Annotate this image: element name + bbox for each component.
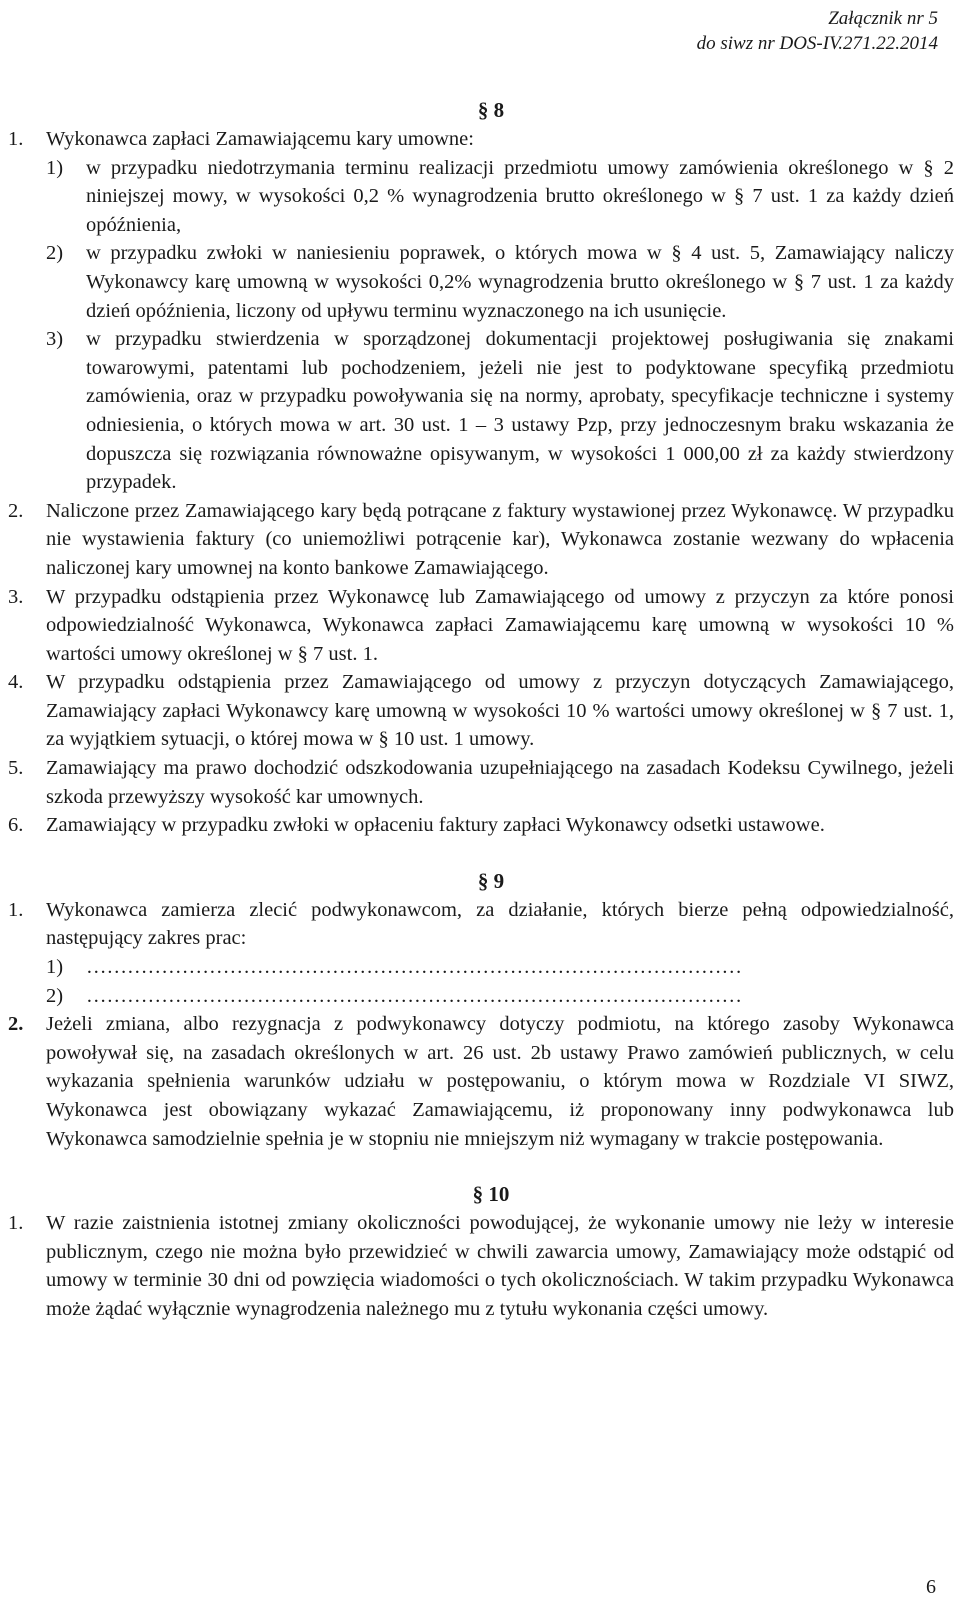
attachment-header (697, 6, 938, 56)
section-8-title: § 8 (477, 98, 505, 122)
paragraph-number: 1. (8, 1212, 24, 1235)
item-text: w przypadku niedotrzymania terminu realizacji przedmiotu umowy zamówienia określonego w § 2 niniejszej mowy, w wysokości 0,2 % wynagrodzenia brutto określonego w § 7 ust. 1 za każdy dzień opóźnienia, (86, 156, 954, 236)
item-number: 3) (46, 328, 64, 351)
paragraph-number: 2. (8, 499, 24, 522)
page-number: 6 (926, 1576, 936, 1598)
paragraph-number: 1. (8, 898, 24, 921)
s8-p1-item-2 (8, 239, 954, 325)
paragraph-text: Zamawiający ma prawo dochodzić odszkodowania uzupełniającego na zasadach Kodeksu Cywilnego, jeżeli szkoda przewyższy wysokość kar umownych. (46, 757, 954, 808)
s8-paragraph-4 (8, 668, 954, 754)
s8-paragraph-6 (8, 811, 954, 840)
attachment-number: Załącznik nr 5 (828, 8, 938, 29)
s8-paragraph-1 (8, 125, 954, 154)
paragraph-text: Wykonawca zamierza zlecić podwykonawcom, za działanie, których bierze pełną odpowiedzialność, następujący zakres prac: (46, 898, 954, 950)
paragraph-text: W przypadku odstąpienia przez Zamawiającego od umowy z przyczyn dotyczących Zamawiającego, Zamawiający zapłaci Wykonawcy karę umowną w wysokości 10 % wartości umowy określonej w § 7 ust. 1, za wyjątkiem sytuacji, o której mowa w § 10 ust. 1 umowy. (46, 671, 954, 751)
paragraph-text: Zamawiający w przypadku zwłoki w opłaceniu faktury zapłaci Wykonawcy odsetki ustawowe. (46, 814, 825, 837)
paragraph-number: 5. (8, 757, 24, 780)
s8-p1-item-1 (8, 154, 954, 240)
paragraph-text: Naliczone przez Zamawiającego kary będą potrącane z faktury wystawionej przez Wykonawcę. W przypadku nie wystawienia faktury (co uniemożliwi potrącenie kar), Wykonawca zostanie wezwany do wpłacenia naliczonej kary umownej na konto bankowe Zamawiającego. (46, 499, 954, 579)
paragraph-number: 4. (8, 671, 24, 694)
paragraph-number: 2. (8, 1013, 24, 1036)
s8-p1-item-3 (8, 325, 954, 497)
dotted-fill-line: …………………………………………………………………………………… (86, 956, 742, 979)
section-9-title: § 9 (477, 868, 505, 893)
dotted-fill-line: …………………………………………………………………………………… (86, 984, 742, 1007)
tender-reference: do siwz nr DOS-IV.271.22.2014 (696, 33, 938, 54)
document-body (8, 95, 954, 1324)
paragraph-number: 3. (8, 585, 24, 608)
section-10-title: § 10 (472, 1182, 510, 1207)
paragraph-number: 1. (8, 128, 24, 150)
s9-p1-blank-2 (8, 982, 954, 1011)
item-number: 1) (46, 156, 64, 179)
item-number: 2) (46, 984, 64, 1007)
s8-paragraph-2 (8, 497, 954, 583)
paragraph-text: Wykonawca zapłaci Zamawiającemu kary umowne: (46, 128, 474, 150)
s8-paragraph-5 (8, 754, 954, 811)
item-text: w przypadku zwłoki w naniesieniu poprawek, o których mowa w § 4 ust. 5, Zamawiający naliczy Wykonawcy karę umowną w wysokości 0,2% wynagrodzenia brutto określonego w § 7 ust. 1 za każdy dzień opóźnienia, liczony od upływu terminu wyznaczonego na ich usunięcie. (86, 242, 954, 322)
s9-paragraph-2 (8, 1010, 954, 1153)
item-text: w przypadku stwierdzenia w sporządzonej dokumentacji projektowej posługiwania się znakami towarowymi, patentami lub pochodzeniem, jeżeli nie jest to podyktowane specyfiką przedmiotu zamówienia, oraz w przypadku powoływania się na normy, aprobaty, specyfikacje techniczne i systemy odniesienia, o których mowa w art. 30 ust. 1 – 3 ustawy Pzp, przy jednoczesnym braku wskazania że dopuszcza się rozwiązania równoważne opisywanym, w wysokości 1 000,00 zł za każdy stwierdzony przypadek. (86, 328, 954, 494)
paragraph-text: Jeżeli zmiana, albo rezygnacja z podwykonawcy dotyczy podmiotu, na którego zasoby Wykonawca powoływał się, na zasadach określonych w art. 26 ust. 2b ustawy Prawo zamówień publicznych, w celu wykazania spełnienia warunków udziału w postępowaniu, o którym mowa w Rozdziale VI SIWZ, Wykonawca jest obowiązany wykazać Zamawiającemu, iż proponowany inny podwykonawca lub Wykonawca samodzielnie spełnia je w stopniu nie mniejszym niż wymagany w trakcie postępowania. (46, 1013, 954, 1150)
item-number: 1) (46, 956, 64, 979)
paragraph-number: 6. (8, 814, 24, 837)
paragraph-text: W przypadku odstąpienia przez Wykonawcę lub Zamawiającego od umowy z przyczyn za które ponosi odpowiedzialność Wykonawca, Wykonawca zapłaci Zamawiającemu karę umowną w wysokości 10 % wartości umowy określonej w § 7 ust. 1. (46, 585, 954, 665)
paragraph-text: W razie zaistnienia istotnej zmiany okoliczności powodującej, że wykonanie umowy nie leży w interesie publicznym, czego nie można było przewidzieć w chwili zawarcia umowy, Zamawiający może odstąpić od umowy w terminie 30 dni od powzięcia wiadomości o tych okolicznościach. W takim przypadku Wykonawca może żądać wyłącznie wynagrodzenia należnego mu z tytułu wykonania części umowy. (46, 1212, 954, 1320)
item-number: 2) (46, 242, 64, 265)
s8-paragraph-3 (8, 583, 954, 669)
s9-p1-blank-1 (8, 953, 954, 982)
s10-paragraph-1 (8, 1209, 954, 1323)
s9-paragraph-1 (8, 896, 954, 953)
